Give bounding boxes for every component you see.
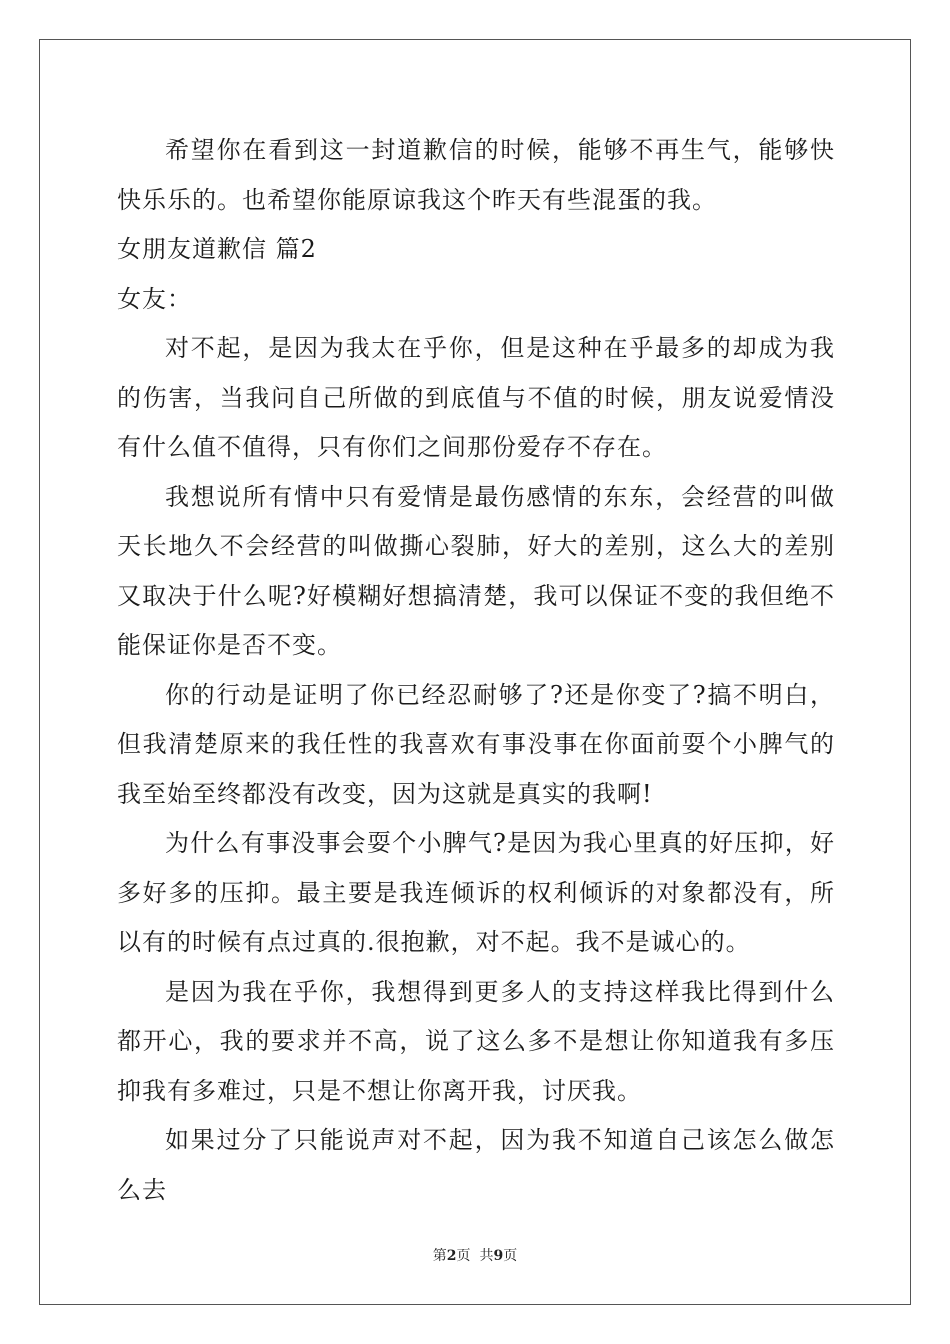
document-body (117, 126, 835, 1215)
paragraph: 如果过分了只能说声对不起，因为我不知道自己该怎么做怎么去 (117, 1126, 835, 1204)
paragraph: 你的行动是证明了你已经忍耐够了?还是你变了?搞不明白，但我清楚原来的我任性的我喜欢有事没事在你面前耍个小脾气的我至始至终都没有改变，因为这就是真实的我啊! (117, 680, 835, 808)
paragraph: 对不起，是因为我太在乎你，但是这种在乎最多的却成为我的伤害，当我问自己所做的到底值与不值的时候，朋友说爱情没有什么值不值得，只有你们之间那份爱存不存在。 (117, 334, 835, 461)
total-page-number: 9 (493, 1248, 504, 1264)
current-page-number: 2 (446, 1248, 457, 1264)
paragraph: 为什么有事没事会耍个小脾气?是因为我心里真的好压抑，好多好多的压抑。最主要是我连倾诉的权利倾诉的对象都没有，所以有的时候有点过真的.很抱歉，对不起。我不是诚心的。 (117, 829, 835, 956)
footer-mid: 页 共 (456, 1248, 494, 1264)
paragraph: 是因为我在乎你，我想得到更多人的支持这样我比得到什么都开心，我的要求并不高，说了这么多不是想让你知道我有多压抑我有多难过，只是不想让你离开我，讨厌我。 (117, 977, 835, 1105)
footer-prefix: 第 (432, 1248, 447, 1264)
section-title: 女朋友道歉信 篇2 (117, 235, 317, 263)
salutation: 女友： (117, 284, 192, 313)
paragraph-intro: 希望你在看到这一封道歉信的时候，能够不再生气，能够快快乐乐的。也希望你能原谅我这个昨天有些混蛋的我。 (117, 136, 835, 214)
footer-suffix: 页 (503, 1248, 518, 1264)
page-footer (0, 1245, 950, 1265)
paragraph: 我想说所有情中只有爱情是最伤感情的东东，会经营的叫做天长地久不会经营的叫做撕心裂肺，好大的差别，这么大的差别又取决于什么呢?好模糊好想搞清楚，我可以保证不变的我但绝不能保证你是否不变。 (117, 482, 835, 659)
